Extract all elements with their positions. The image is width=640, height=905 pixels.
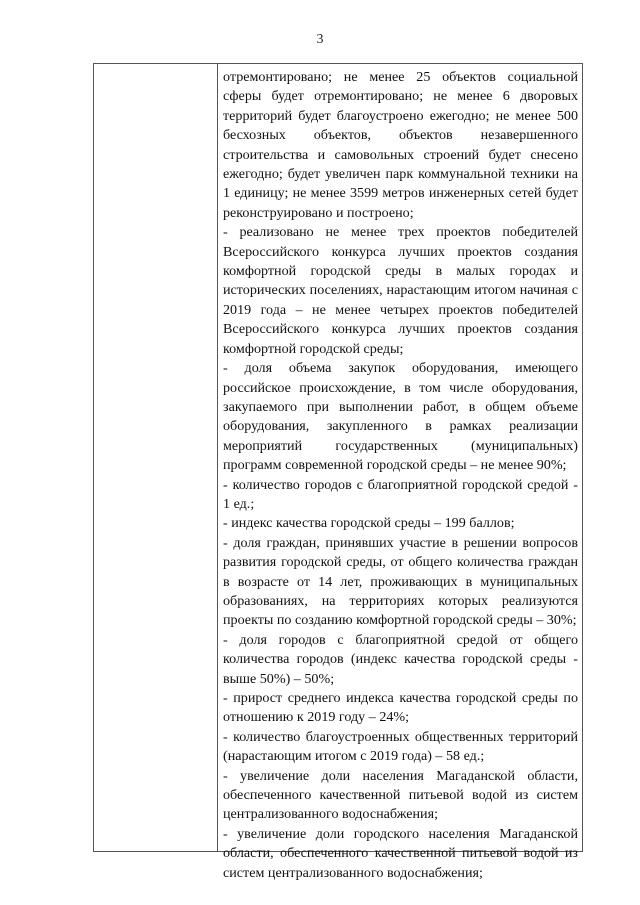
paragraph: - доля граждан, принявших участие в решении вопросов развития городской среды, от общего количества граждан в возрасте от 14 лет, проживающих в муниципальных образованиях, на территориях которых реализуются проекты по созданию комфортной городской среды – 30%;: [223, 534, 578, 629]
page-number: 3: [316, 32, 324, 47]
paragraph: отремонтировано; не менее 25 объектов социальной сферы будет отремонтировано; не менее 6 дворовых территорий будет благоустроено ежегодно; не менее 500 бесхозных объектов, объектов незавершенного строительства и самовольных строений будет снесено ежегодно; будет увеличен парк коммунальной техники на 1 единицу; не менее 3599 метров инженерных сетей будет реконструировано и построено;: [223, 69, 578, 221]
paragraph: - прирост среднего индекса качества городской среды по отношению к 2019 году – 24%;: [223, 690, 578, 726]
paragraph: - доля объема закупок оборудования, имеющего российское происхождение, в том числе оборудования, закупаемого при выполнении работ, в общем объеме оборудования, закупленного в рамках реализации мероприятий государственных (муниципальных) программ современной городской среды – не менее 90%;: [223, 360, 578, 474]
document-table: [93, 63, 583, 881]
table-left-cell: [94, 64, 218, 851]
paragraph: - увеличение доли населения Магаданской области, обеспеченного качественной питьевой водой из систем централизованного водоснабжения;: [223, 767, 578, 823]
paragraph: - реализовано не менее трех проектов победителей Всероссийского конкурса лучших проектов создания комфортной городской среды в малых городах и исторических поселениях, нарастающим итогом начиная с 2019 года – не менее четырех проектов победителей Всероссийского конкурса лучших проектов создания комфортной городской среды;: [223, 224, 578, 357]
table-right-cell: [218, 64, 582, 881]
paragraph: - количество благоустроенных общественных территорий (нарастающим итогом с 2019 года) – 58 ед.;: [223, 728, 578, 765]
paragraph: - индекс качества городской среды – 199 баллов;: [223, 515, 515, 532]
paragraph: - увеличение доли городского населения Магаданской области, обеспеченного качественной питьевой водой из систем централизованного водоснабжения;: [223, 825, 578, 881]
paragraph: - количество городов с благоприятной городской средой - 1 ед.;: [223, 476, 578, 512]
paragraph: - доля городов с благоприятной средой от общего количества городов (индекс качества городской среды - выше 50%) – 50%;: [223, 631, 578, 687]
